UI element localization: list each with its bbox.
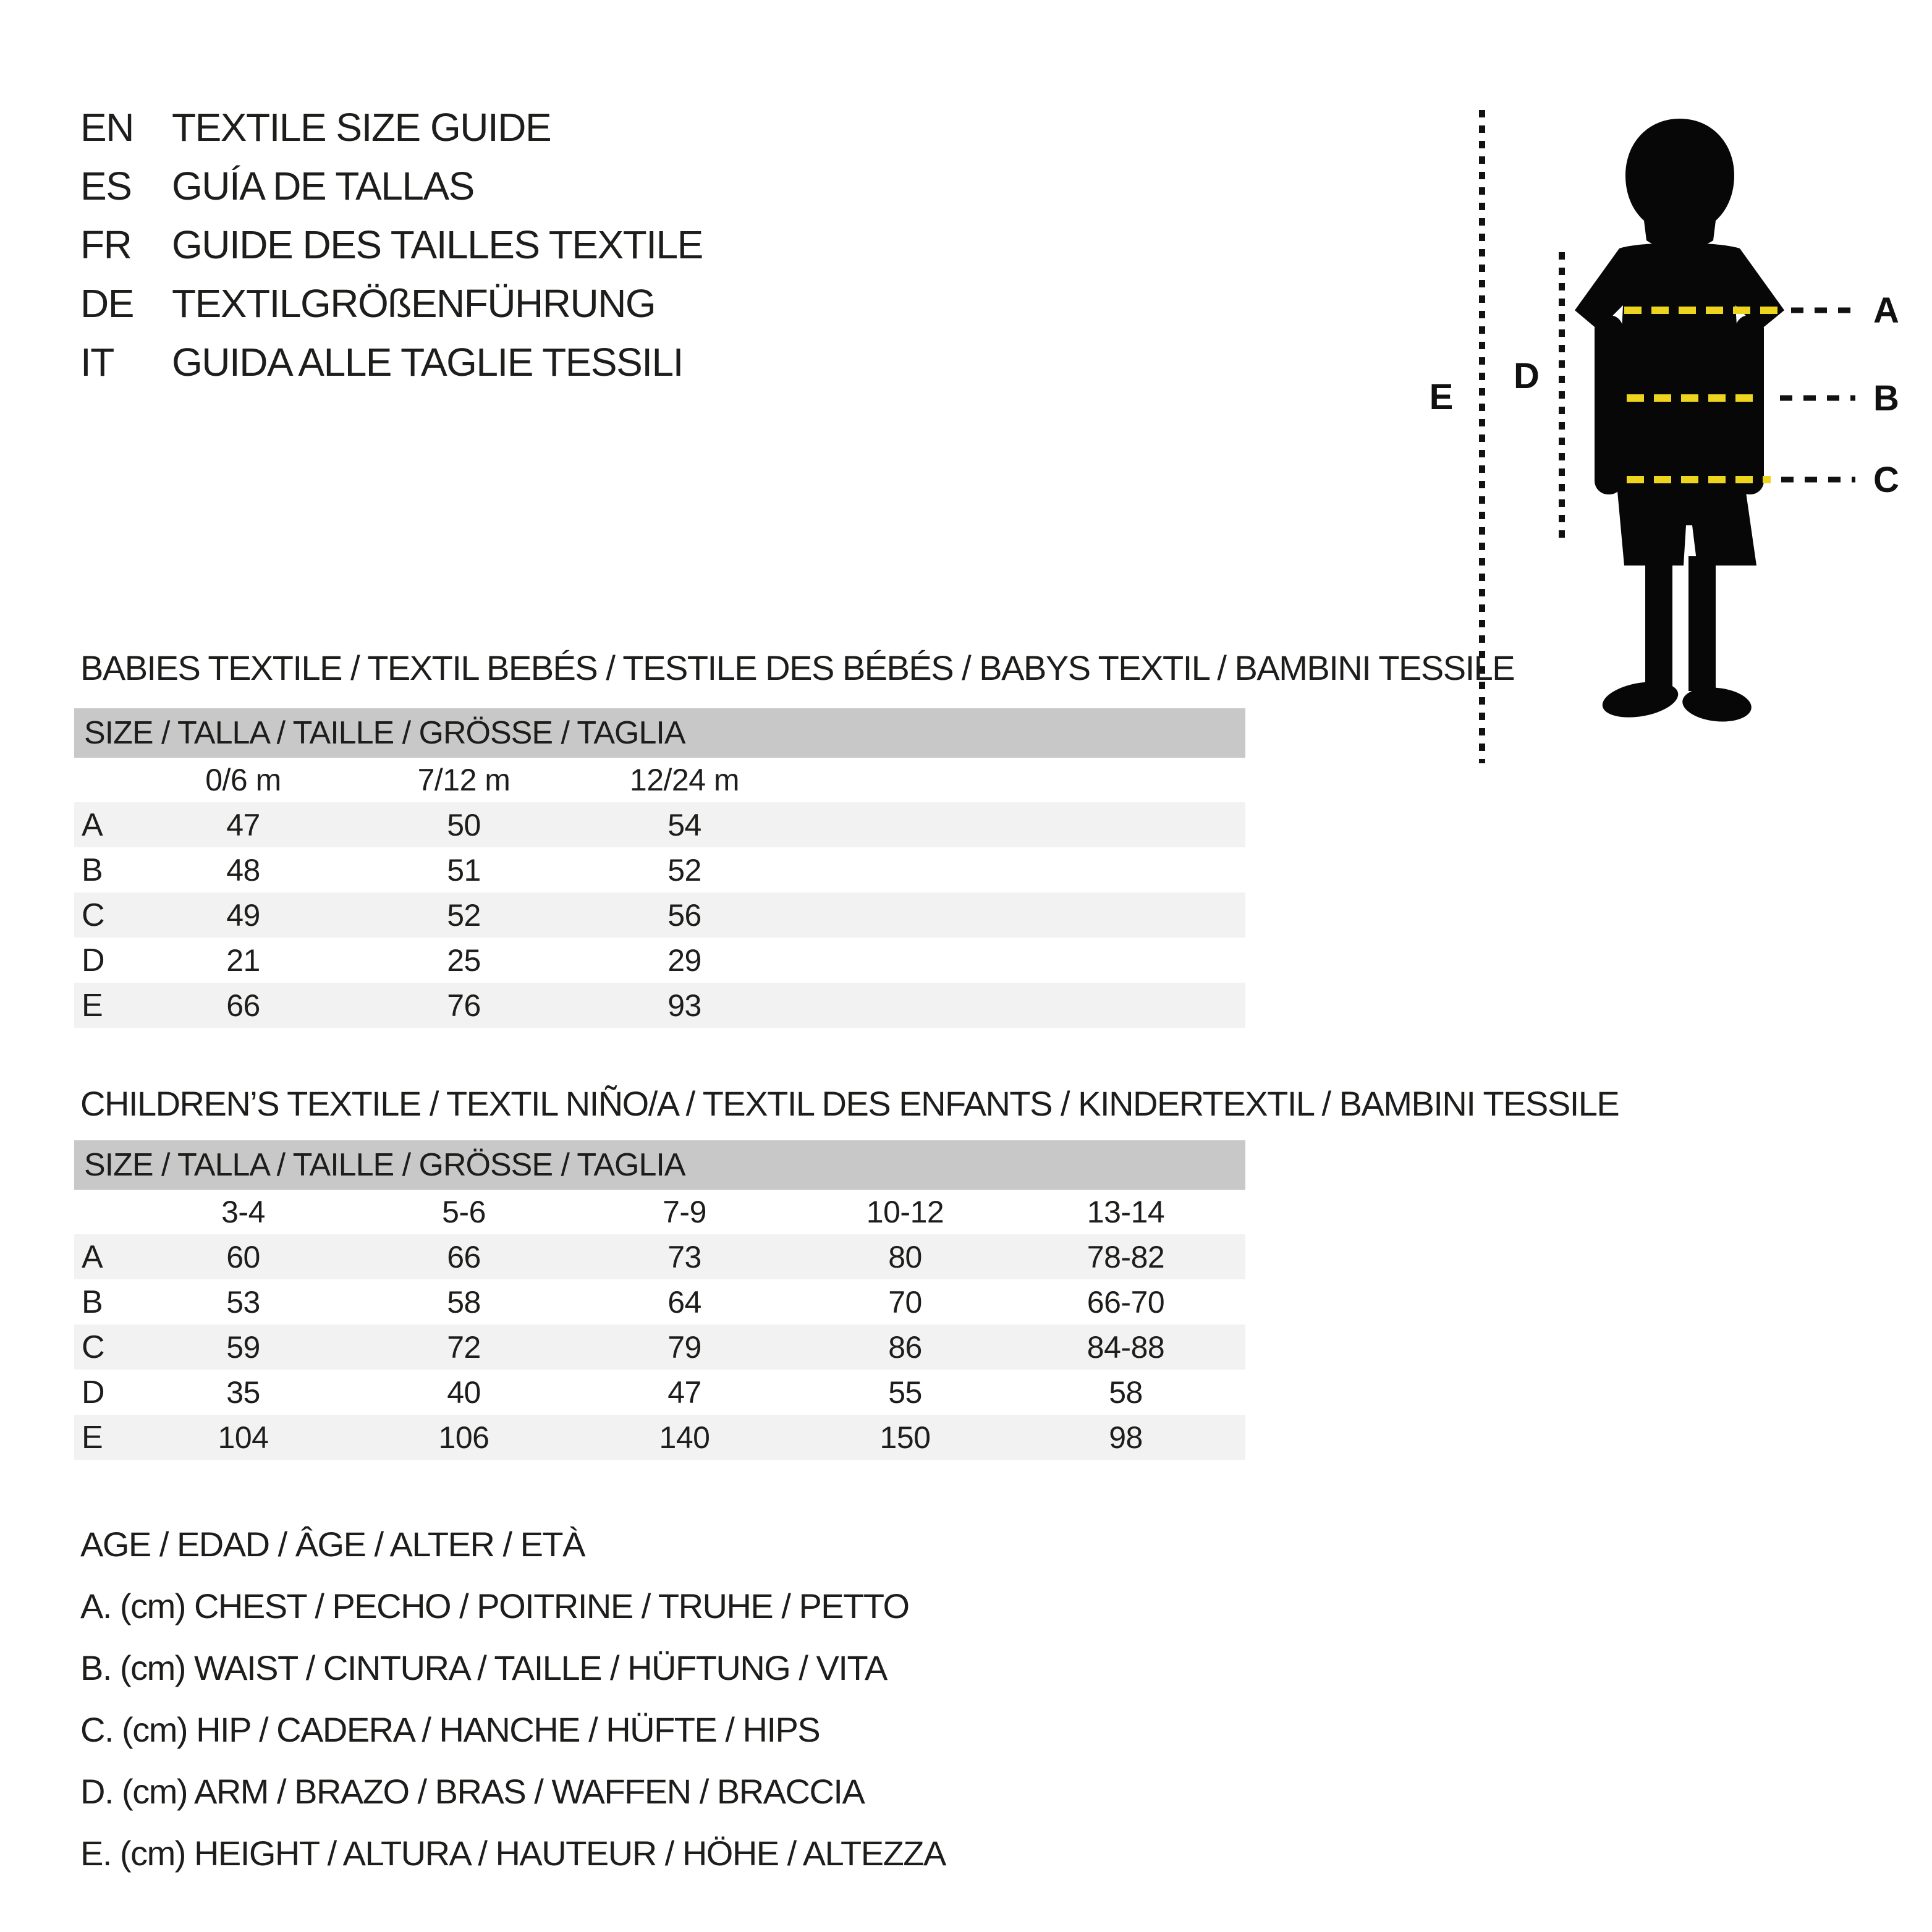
size-value: 21	[226, 943, 260, 978]
size-value: 48	[226, 852, 260, 888]
size-value: 49	[226, 897, 260, 933]
table-row	[74, 983, 1245, 1028]
size-value: 55	[888, 1375, 922, 1410]
size-value: 66	[447, 1239, 481, 1274]
language-code: IT	[80, 339, 114, 384]
corner-cell	[74, 1190, 133, 1234]
empty-cell	[795, 802, 1015, 847]
column-header: 5-6	[442, 1195, 486, 1229]
empty-cell	[1015, 892, 1236, 938]
size-value: 58	[1109, 1375, 1143, 1410]
size-value: 79	[667, 1329, 701, 1365]
column-header: 13-14	[1087, 1195, 1165, 1229]
empty-cell	[1015, 847, 1236, 892]
language-title: GUIDA ALLE TAGLIE TESSILI	[172, 339, 683, 384]
babies-table-body	[74, 758, 1245, 1028]
children-size-header-bar: SIZE / TALLA / TAILLE / GRÖSSE / TAGLIA	[74, 1140, 1245, 1190]
language-code: DE	[80, 281, 133, 326]
column-header-row	[74, 758, 1245, 802]
size-value: 35	[226, 1375, 260, 1410]
figure-label-a: A	[1873, 290, 1899, 331]
size-value: 59	[226, 1329, 260, 1365]
row-label: D	[82, 942, 105, 978]
size-value: 50	[447, 807, 481, 842]
size-value: 150	[879, 1420, 931, 1455]
table-row	[74, 938, 1245, 983]
row-label: B	[82, 1284, 103, 1320]
empty-cell	[1015, 938, 1236, 983]
size-value: 70	[888, 1284, 922, 1320]
children-size-table	[74, 1140, 1245, 1460]
size-value: 56	[667, 897, 701, 933]
column-header: 3-4	[221, 1195, 265, 1229]
child-silhouette-icon	[1575, 119, 1784, 725]
size-value: 106	[438, 1420, 489, 1455]
size-value: 140	[659, 1420, 710, 1455]
size-value: 29	[667, 943, 701, 978]
legend-list	[80, 1513, 946, 1884]
row-label: E	[82, 987, 103, 1023]
column-header: 10-12	[866, 1195, 944, 1229]
language-row	[80, 274, 703, 333]
size-value: 51	[447, 852, 481, 888]
figure-label-e: E	[1429, 377, 1454, 417]
table-row	[74, 1279, 1245, 1324]
table-row	[74, 892, 1245, 938]
size-value: 47	[226, 807, 260, 842]
row-label: E	[82, 1419, 103, 1455]
column-header: 12/24 m	[629, 763, 740, 797]
column-header-row	[74, 1190, 1245, 1234]
row-label: B	[82, 852, 103, 888]
language-row	[80, 215, 703, 274]
empty-cell	[1015, 802, 1236, 847]
size-value: 60	[226, 1239, 260, 1274]
language-row	[80, 333, 703, 391]
table-row	[74, 1234, 1245, 1279]
size-value: 52	[447, 897, 481, 933]
legend-line: B. (cm) WAIST / CINTURA / TAILLE / HÜFTUNG / VITA	[80, 1648, 887, 1687]
corner-cell	[74, 758, 133, 802]
language-title: GUÍA DE TALLAS	[172, 163, 474, 208]
table-row	[74, 847, 1245, 892]
row-label: A	[82, 807, 103, 843]
size-value: 40	[447, 1375, 481, 1410]
figure-label-d: D	[1514, 356, 1540, 396]
column-header: 7-9	[663, 1195, 706, 1229]
empty-cell	[795, 892, 1015, 938]
figure-label-c: C	[1873, 460, 1899, 500]
size-value: 25	[447, 943, 481, 978]
legend-line: D. (cm) ARM / BRAZO / BRAS / WAFFEN / BRACCIA	[80, 1771, 865, 1811]
table-row	[74, 802, 1245, 847]
table-row	[74, 1370, 1245, 1415]
language-code: ES	[80, 163, 132, 208]
column-header: 7/12 m	[417, 763, 511, 797]
size-value: 54	[667, 807, 701, 842]
table-row	[74, 1324, 1245, 1370]
legend-line: A. (cm) CHEST / PECHO / POITRINE / TRUHE / PETTO	[80, 1586, 909, 1625]
size-value: 47	[667, 1375, 701, 1410]
size-value: 72	[447, 1329, 481, 1365]
size-value: 66	[226, 988, 260, 1023]
babies-size-table	[74, 708, 1245, 1028]
children-section-heading: CHILDREN’S TEXTILE / TEXTIL NIÑO/A / TEXTIL DES ENFANTS / KINDERTEXTIL / BAMBINI TESSILE	[80, 1084, 1619, 1123]
language-list	[80, 98, 703, 391]
children-table-body	[74, 1190, 1245, 1460]
row-label: A	[82, 1239, 103, 1275]
language-title: GUIDE DES TAILLES TEXTILE	[172, 222, 703, 267]
empty-cell	[795, 938, 1015, 983]
size-value: 86	[888, 1329, 922, 1365]
empty-cell	[795, 758, 1015, 802]
language-code: FR	[80, 222, 132, 267]
empty-cell	[1015, 758, 1236, 802]
language-code: EN	[80, 104, 133, 150]
empty-cell	[795, 847, 1015, 892]
size-value: 52	[667, 852, 701, 888]
table-row	[74, 1415, 1245, 1460]
legend-line: AGE / EDAD / ÂGE / ALTER / ETÀ	[80, 1524, 585, 1564]
figure-label-b: B	[1873, 378, 1899, 418]
size-value: 58	[447, 1284, 481, 1320]
size-value: 84-88	[1087, 1329, 1165, 1365]
size-value: 76	[447, 988, 481, 1023]
language-row	[80, 156, 703, 215]
size-value: 66-70	[1087, 1284, 1165, 1320]
babies-section-heading: BABIES TEXTILE / TEXTIL BEBÉS / TESTILE DES BÉBÉS / BABYS TEXTIL / BAMBINI TESSILE	[80, 648, 1515, 687]
size-value: 64	[667, 1284, 701, 1320]
language-title: TEXTILE SIZE GUIDE	[172, 104, 551, 150]
size-value: 53	[226, 1284, 260, 1320]
row-label: C	[82, 1329, 105, 1365]
row-label: C	[82, 897, 105, 933]
legend-line: E. (cm) HEIGHT / ALTURA / HAUTEUR / HÖHE / ALTEZZA	[80, 1833, 946, 1873]
size-value: 78-82	[1087, 1239, 1165, 1274]
babies-size-header-bar: SIZE / TALLA / TAILLE / GRÖSSE / TAGLIA	[74, 708, 1245, 758]
column-header: 0/6 m	[205, 763, 281, 797]
size-value: 93	[667, 988, 701, 1023]
size-value: 98	[1109, 1420, 1143, 1455]
row-label: D	[82, 1374, 105, 1410]
size-value: 73	[667, 1239, 701, 1274]
language-row	[80, 98, 703, 156]
empty-cell	[1015, 983, 1236, 1028]
empty-cell	[795, 983, 1015, 1028]
size-value: 104	[218, 1420, 269, 1455]
legend-line: C. (cm) HIP / CADERA / HANCHE / HÜFTE / HIPS	[80, 1710, 820, 1749]
size-value: 80	[888, 1239, 922, 1274]
language-title: TEXTILGRÖßENFÜHRUNG	[172, 281, 656, 326]
